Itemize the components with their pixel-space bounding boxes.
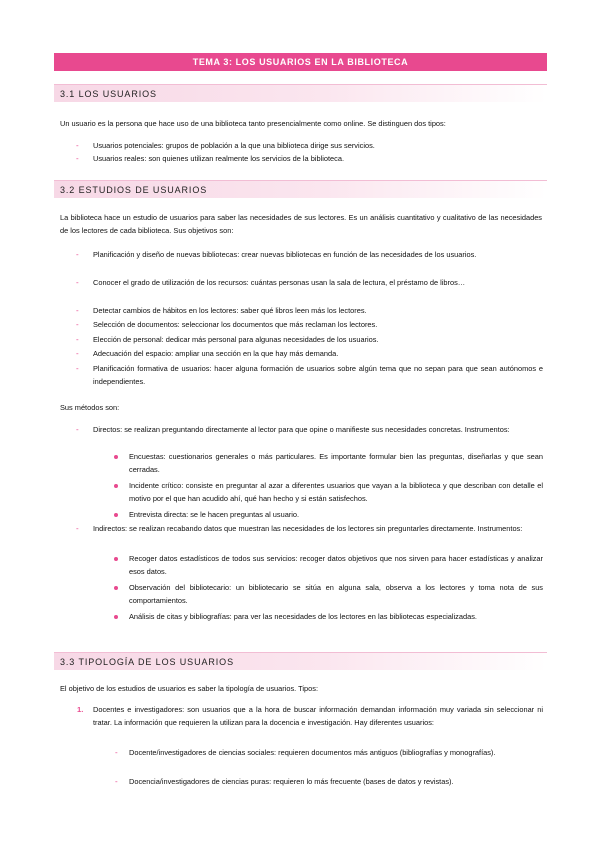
list-item-objective: Adecuación del espacio: ampliar una sección en la que hay más demanda. — [93, 349, 339, 358]
bullet-dot — [114, 513, 118, 517]
list-number: 1. — [77, 705, 84, 714]
list-dash: - — [115, 748, 118, 757]
section-heading-3-3: 3.3 TIPOLOGÍA DE LOS USUARIOS — [54, 652, 547, 670]
paragraph-estudios-intro: La biblioteca hace un estudio de usuarios para saber las necesidades de sus lectores. Es un análisis cuantitativo y cualitativo de las necesidades de los lectores de cada biblioteca. Sus objetivos son: — [60, 213, 542, 235]
list-item-ciencias-sociales: Docente/investigadores de ciencias sociales: requieren documentos más antiguos (bibliografías y monografías). — [129, 748, 496, 757]
list-item-datos-estadisticos: Recoger datos estadísticos de todos sus servicios: recoger datos objetivos que nos sirven para hacer estadísticas y analizar esos datos. — [129, 554, 543, 576]
bullet-dot — [114, 586, 118, 590]
bullet-dot — [114, 557, 118, 561]
bullet-dot — [114, 455, 118, 459]
list-dash: - — [115, 777, 118, 786]
list-item-observacion: Observación del bibliotecario: un bibliotecario se sitúa en alguna sala, observa a los lectores y toma nota de sus comportamientos. — [129, 583, 543, 605]
list-item-ciencias-puras: Docencia/investigadores de ciencias puras: requieren lo más frecuente (bases de datos y revistas). — [129, 777, 454, 786]
bullet-dot — [114, 615, 118, 619]
document-title: TEMA 3: LOS USUARIOS EN LA BIBLIOTECA — [54, 53, 547, 71]
list-item-usuarios-reales: Usuarios reales: son quienes utilizan realmente los servicios de la biblioteca. — [93, 154, 345, 163]
list-dash: - — [76, 425, 79, 434]
list-dash: - — [76, 278, 79, 287]
section-heading-3-1: 3.1 LOS USUARIOS — [54, 84, 547, 102]
list-dash: - — [76, 154, 79, 163]
bullet-dot — [114, 484, 118, 488]
list-item-objective: Selección de documentos: seleccionar los documentos que más reclaman los lectores. — [93, 320, 378, 329]
list-dash: - — [76, 141, 79, 150]
list-dash: - — [76, 364, 79, 373]
list-item-incidente-critico: Incidente crítico: consiste en preguntar al azar a diferentes usuarios que vayan a la biblioteca y que describan con detalle el motivo por el que han acudido ahí, qué han hecho y si están satisfechos. — [129, 481, 543, 503]
list-item-docentes-investigadores: Docentes e investigadores: son usuarios que a la hora de buscar información demandan información muy variada sin seleccionar ni tratar. La información que requieren la utilizan para la docencia e investigación. Hay diferentes usuarios: — [93, 705, 543, 727]
list-item-objective: Detectar cambios de hábitos en los lectores: saber qué libros leen más los lectores. — [93, 306, 367, 315]
section-heading-3-2: 3.2 ESTUDIOS DE USUARIOS — [54, 180, 547, 198]
list-item-analisis-citas: Análisis de citas y bibliografías: para ver las necesidades de los lectores en las bibliotecas especializadas. — [129, 612, 477, 621]
list-item-encuestas: Encuestas: cuestionarios generales o más particulares. Es importante formular bien las preguntas, diseñarlas y que sean cerradas. — [129, 452, 543, 474]
list-item-objective: Planificación formativa de usuarios: hacer alguna formación de usuarios sobre algún tema que no sepan para que sean autónomos e independientes. — [93, 364, 543, 386]
methods-label: Sus métodos son: — [60, 403, 120, 412]
paragraph-tipologia-intro: El objetivo de los estudios de usuarios es saber la tipología de usuarios. Tipos: — [60, 684, 319, 693]
list-dash: - — [76, 306, 79, 315]
list-item-objective: Elección de personal: dedicar más personal para algunas necesidades de los usuarios. — [93, 335, 379, 344]
list-dash: - — [76, 349, 79, 358]
list-dash: - — [76, 320, 79, 329]
list-item-objective: Planificación y diseño de nuevas bibliotecas: crear nuevas bibliotecas en función de las necesidades de los usuarios. — [93, 250, 477, 259]
list-item-entrevista-directa: Entrevista directa: se le hacen preguntas al usuario. — [129, 510, 300, 519]
list-dash: - — [76, 524, 79, 533]
list-item-metodos-indirectos: Indirectos: se realizan recabando datos que muestran las necesidades de los lectores sin preguntarles directamente. Instrumentos: — [93, 524, 523, 533]
list-item-usuarios-potenciales: Usuarios potenciales: grupos de población a la que una biblioteca dirige sus servicios. — [93, 141, 375, 150]
list-dash: - — [76, 335, 79, 344]
paragraph-usuarios-intro: Un usuario es la persona que hace uso de una biblioteca tanto presencialmente como online. Se distinguen dos tipos: — [60, 119, 446, 128]
list-item-objective: Conocer el grado de utilización de los recursos: cuántas personas usan la sala de lectura, el préstamo de libros… — [93, 278, 466, 287]
list-item-metodos-directos: Directos: se realizan preguntando directamente al lector para que opine o manifieste sus necesidades concretas. Instrumentos: — [93, 425, 510, 434]
list-dash: - — [76, 250, 79, 259]
